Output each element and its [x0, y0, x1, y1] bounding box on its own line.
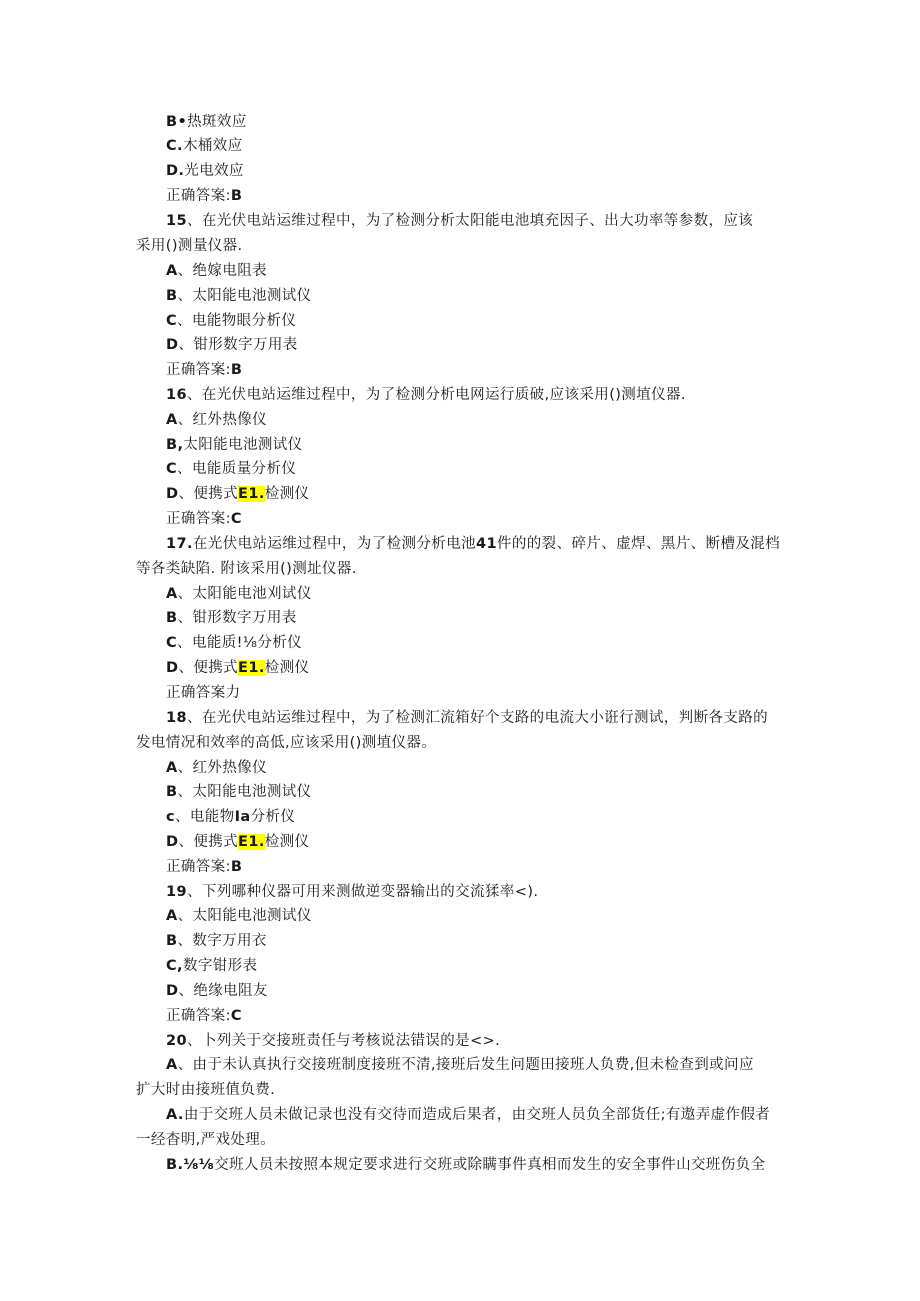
question-line: 18、在光伏电站运维过程中，为了检测汇流箱好个支路的电流大小诳行测试，判断各支路的	[166, 710, 769, 726]
option-line: C.木桶效应	[166, 138, 243, 154]
highlight-mark: E1.	[238, 660, 265, 676]
option-line: B,太阳能电池测试仪	[166, 437, 303, 453]
question-continuation: 等各类缺陷. 附该采用()测址仪器.	[136, 561, 357, 577]
option-line: A、太阳能电池测试仪	[166, 908, 312, 924]
answer-line: 正确答案力	[166, 685, 241, 701]
option-continuation: 一经杳明,严戏处理。	[136, 1132, 276, 1148]
option-line: B•热斑效应	[166, 114, 247, 130]
option-line: D、钳形数字万用表	[166, 337, 298, 353]
option-line: B、太阳能电池测试仪	[166, 784, 312, 800]
question-line: 16、在光伏电站运维过程中，为了检测分析电网运行质破,应该采用()测埴仪器.	[166, 387, 686, 403]
option-line: B、太阳能电池测试仪	[166, 288, 312, 304]
option-line: D.光电效应	[166, 163, 244, 179]
option-line: D、便携式E1.检测仪	[166, 834, 310, 850]
option-continuation: 扩大时由接班值负费.	[136, 1082, 276, 1098]
option-line: c、电能物Ia分析仪	[166, 809, 296, 825]
answer-line: 正确答案:B	[166, 362, 243, 378]
option-line: B.⅛⅛交班人员未按照本规定要求进行交班或除瞒事件真相而发生的安全事件山交班伤负全	[166, 1157, 766, 1173]
question-line: 20、卜列关于交接班责任与考核说法错误的是<>.	[166, 1033, 501, 1049]
answer-line: 正确答案:C	[166, 511, 242, 527]
answer-line: 正确答案:B	[166, 859, 243, 875]
question-line: 15、在光伏电站运维过程中，为了检测分析太阳能电池填充因子、出大功率等参数，应该	[166, 213, 754, 229]
option-line: B、数字万用衣	[166, 933, 267, 949]
option-line: C,数字钳形表	[166, 958, 258, 974]
option-line: D、便携式E1.检测仪	[166, 660, 310, 676]
option-line: B、钳形数字万用表	[166, 610, 297, 626]
option-line: D、便携式E1.检测仪	[166, 486, 310, 502]
highlight-mark: E1.	[238, 486, 265, 502]
question-continuation: 发电情况和效率的高低,应该采用()测埴仪器。	[136, 735, 437, 751]
option-line: D、绝缘电阻友	[166, 983, 268, 999]
option-line: A、红外热像仪	[166, 760, 268, 776]
option-line: C、电能质量分析仪	[166, 461, 297, 477]
option-line: A、由于未认真执行交接班制度接班不清,接班后发生问题田接班人负费,但未检查到或问应	[166, 1057, 754, 1073]
question-line: 19、下列哪种仪器可用来测做逆变器输出的交流猱率<).	[166, 884, 539, 900]
answer-line: 正确答案:C	[166, 1008, 242, 1024]
option-line: C、电能物眼分析仪	[166, 313, 297, 329]
option-line: C、电能质!⅛分析仪	[166, 635, 303, 651]
question-continuation: 采用()测量仪器.	[136, 238, 243, 254]
option-line: A.由于交班人员未做记录也没有交待而造成后果者，由交班人员负全部货任;有遨弄虚作假者	[166, 1107, 771, 1123]
option-line: A、红外热像仪	[166, 412, 268, 428]
answer-line: 正确答案:B	[166, 188, 243, 204]
option-line: A、绝嫁电阻表	[166, 263, 268, 279]
question-line: 17.在光伏电站运维过程中，为了检测分析电池41件的的裂、碎片、虚焊、黑片、断槽及混档	[166, 536, 781, 552]
highlight-mark: E1.	[238, 834, 265, 850]
option-line: A、太阳能电池刈试仪	[166, 586, 312, 602]
